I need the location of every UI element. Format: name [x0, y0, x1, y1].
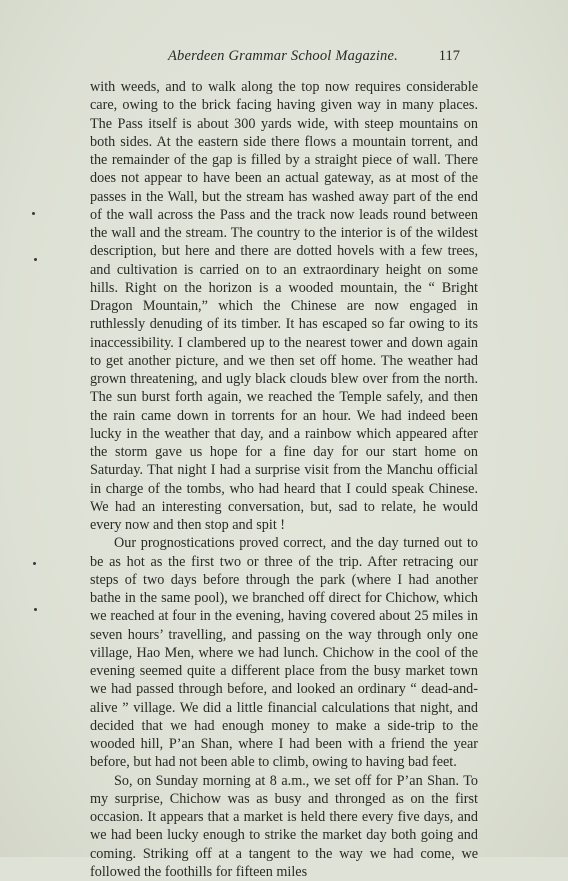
margin-speck — [32, 212, 35, 215]
margin-speck — [34, 258, 37, 261]
magazine-title: Aberdeen Grammar School Magazine. — [168, 48, 398, 65]
page-number: 117 — [439, 48, 460, 65]
article-body — [90, 78, 478, 881]
margin-speck — [34, 608, 37, 611]
paragraph-1: with weeds, and to walk along the top now requires considerable care, owing to the brick facing having given way in many places. The Pass itself is about 300 yards wide, with steep mountains on both sides. At the eastern side there flows a mountain torrent, and the remainder of the gap is filled by a straight piece of wall. There does not appear to have been an actual gateway, as at most of the passes in the Wall, but the stream has washed away part of the end of the wall across the Pass and the track now leads round between the wall and the stream. The country to the interior is of the wildest description, but here and there are dotted hovels with a few trees, and cultivation is carried on to an extraordinary height on some hills. Right on the horizon is a wooded mountain, the “ Bright Dragon Mountain,” which the Chinese are now engaged in ruthlessly denuding of its timber. It has escaped so far owing to its inaccessibility. I clambered up to the nearest tower and down again to get another picture, and we then set off home. The weather had grown threatening, and ugly black clouds blew over from the north. The sun burst forth again, we reached the Temple safely, and then the rain came down in torrents for an hour. We had indeed been lucky in the weather that day, and a rainbow which appeared after the storm gave us hope for a fine day for our start home on Saturday. That night I had a surprise visit from the Manchu official in charge of the tombs, who had heard that I could speak Chinese. We had an interesting conversation, but, sad to relate, he would every now and then stop and spit ! — [90, 78, 478, 534]
running-header — [90, 48, 478, 68]
paragraph-3: So, on Sunday morning at 8 a.m., we set off for P’an Shan. To my surprise, Chichow was as busy and thronged as on the first occasion. It appears that a market is held there every five days, and we had been lucky enough to strike the market day both going and coming. Striking off at a tangent to the way we had come, we followed the foothills for fifteen miles — [90, 772, 478, 881]
margin-speck — [33, 562, 36, 565]
paragraph-2: Our prognostications proved correct, and the day turned out to be as hot as the first two or three of the trip. After retracing our steps of two days before through the park (where I had another bathe in the same pool), we branched off direct for Chichow, which we reached at four in the evening, having covered about 25 miles in seven hours’ travelling, and passing on the way through only one village, Hao Men, where we had lunch. Chichow in the cool of the evening seemed quite a different place from the busy market town we had passed through before, and looked an ordinary “ dead-and-alive ” village. We did a little financial calculations that night, and decided that we had enough money to make a side-trip to the wooded hill, P’an Shan, where I had been with a friend the year before, but had not been able to climb, owing to having bad feet. — [90, 534, 478, 771]
